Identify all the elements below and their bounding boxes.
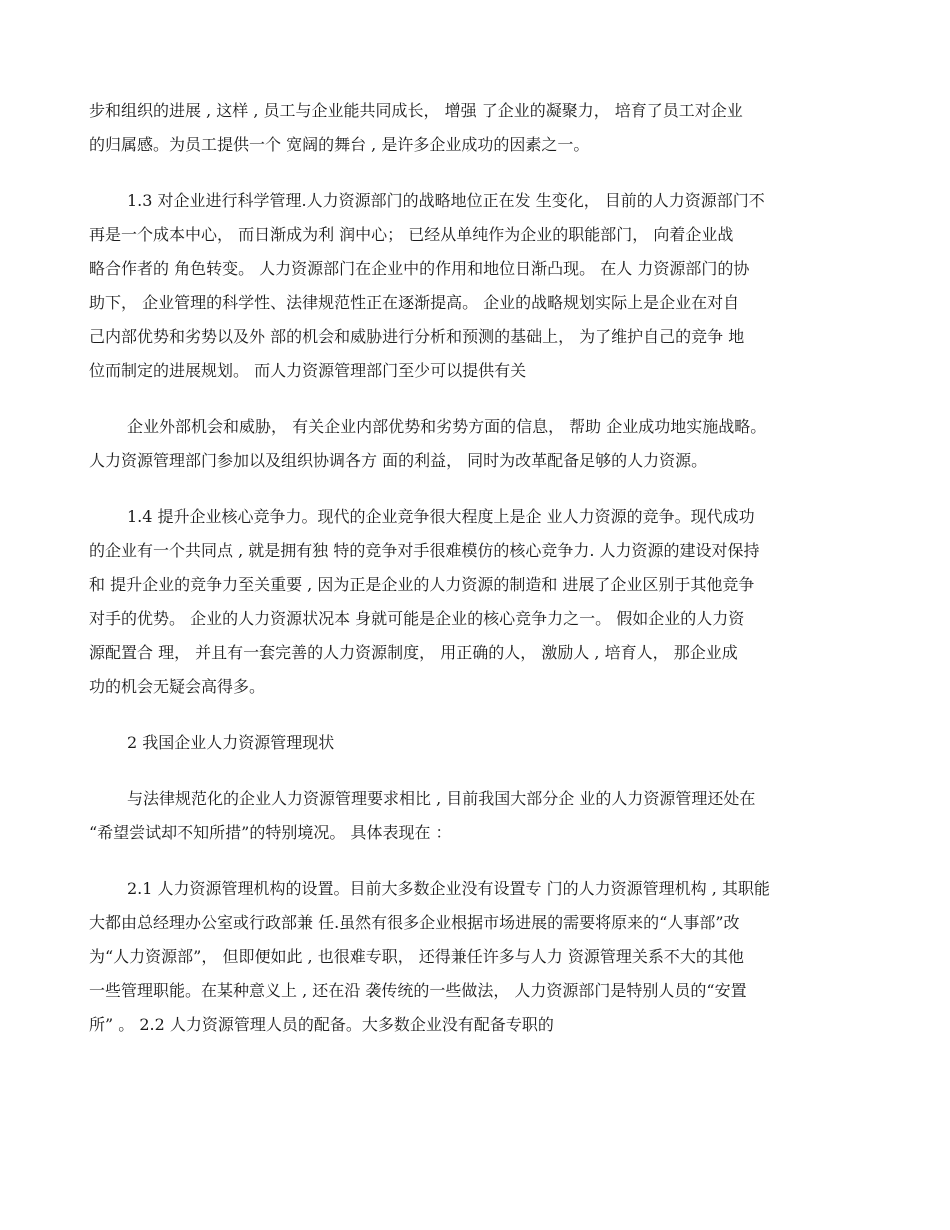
section-heading: 2 我国企业人力资源管理现状	[127, 733, 335, 752]
text-line: 略合作者的 角色转变。 人力资源部门在企业中的作用和地位日渐凸现。 在人 力资源部门的协	[89, 259, 750, 278]
text-line: 所” 。 2.2 人力资源管理人员的配备。大多数企业没有配备专职的	[89, 1015, 554, 1034]
text-line: 人力资源管理部门参加以及组织协调各方 面的利益， 同时为改革配备足够的人力资源。	[89, 451, 708, 470]
text-line: 功的机会无疑会高得多。	[89, 677, 266, 696]
text-line: 再是一个成本中心， 而日渐成为利 润中心； 已经从单纯作为企业的职能部门， 向着企业战	[89, 225, 734, 244]
text-line: 的企业有一个共同点 , 就是拥有独 特的竞争对手很难模仿的核心竞争力. 人力资源的建设对保持	[89, 541, 760, 560]
text-line: 企业外部机会和威胁， 有关企业内部优势和劣势方面的信息， 帮助 企业成功地实施战略。	[127, 417, 767, 436]
text-line: 和 提升企业的竞争力至关重要 , 因为正是企业的人力资源的制造和 进展了企业区别于其他竞争	[89, 575, 755, 594]
text-line: 一些管理职能。在某种意义上 , 还在沿 袭传统的一些做法， 人力资源部门是特别人员的“安置	[89, 981, 747, 1000]
text-line: 位而制定的进展规划。 而人力资源管理部门至少可以提供有关	[89, 361, 527, 380]
text-line: 源配置合 理， 并且有一套完善的人力资源制度， 用正确的人， 激励人 , 培育人， 那企业成	[89, 643, 738, 662]
text-line: 2.1 人力资源管理机构的设置。目前大多数企业没有设置专 门的人力资源管理机构 , 其职能	[127, 879, 770, 898]
text-line: 与法律规范化的企业人力资源管理要求相比 , 目前我国大部分企 业的人力资源管理还处在	[127, 789, 756, 808]
text-line: 大都由总经理办公室或行政部兼 任.虽然有很多企业根据市场进展的需要将原来的“人事部”改	[89, 913, 740, 932]
text-line: 的归属感。为员工提供一个 宽阔的舞台 , 是许多企业成功的因素之一。	[89, 135, 590, 154]
text-line: 己内部优势和劣势以及外 部的机会和威胁进行分析和预测的基础上， 为了维护自己的竞争 地	[89, 327, 745, 346]
text-line: 1.4 提升企业核心竞争力。现代的企业竞争很大程度上是企 业人力资源的竞争。现代成功	[127, 507, 755, 526]
text-line: 对手的优势。 企业的人力资源状况本 身就可能是企业的核心竞争力之一。 假如企业的人力资	[89, 609, 745, 628]
text-line: 步和组织的进展 , 这样 , 员工与企业能共同成长， 增强 了企业的凝聚力， 培育了员工对企业	[89, 101, 743, 120]
text-line: 1.3 对企业进行科学管理.人力资源部门的战略地位正在发 生变化， 目前的人力资源部门不	[127, 191, 765, 210]
text-line: 为“人力资源部”， 但即便如此 , 也很难专职， 还得兼任许多与人力 资源管理关系不大的其他	[89, 947, 744, 966]
text-line: “希望尝试却不知所措”的特别境况。 具体表现在 ：	[89, 823, 452, 842]
text-line: 助下， 企业管理的科学性、法律规范性正在逐渐提高。 企业的战略规划实际上是企业在对自	[89, 293, 740, 312]
